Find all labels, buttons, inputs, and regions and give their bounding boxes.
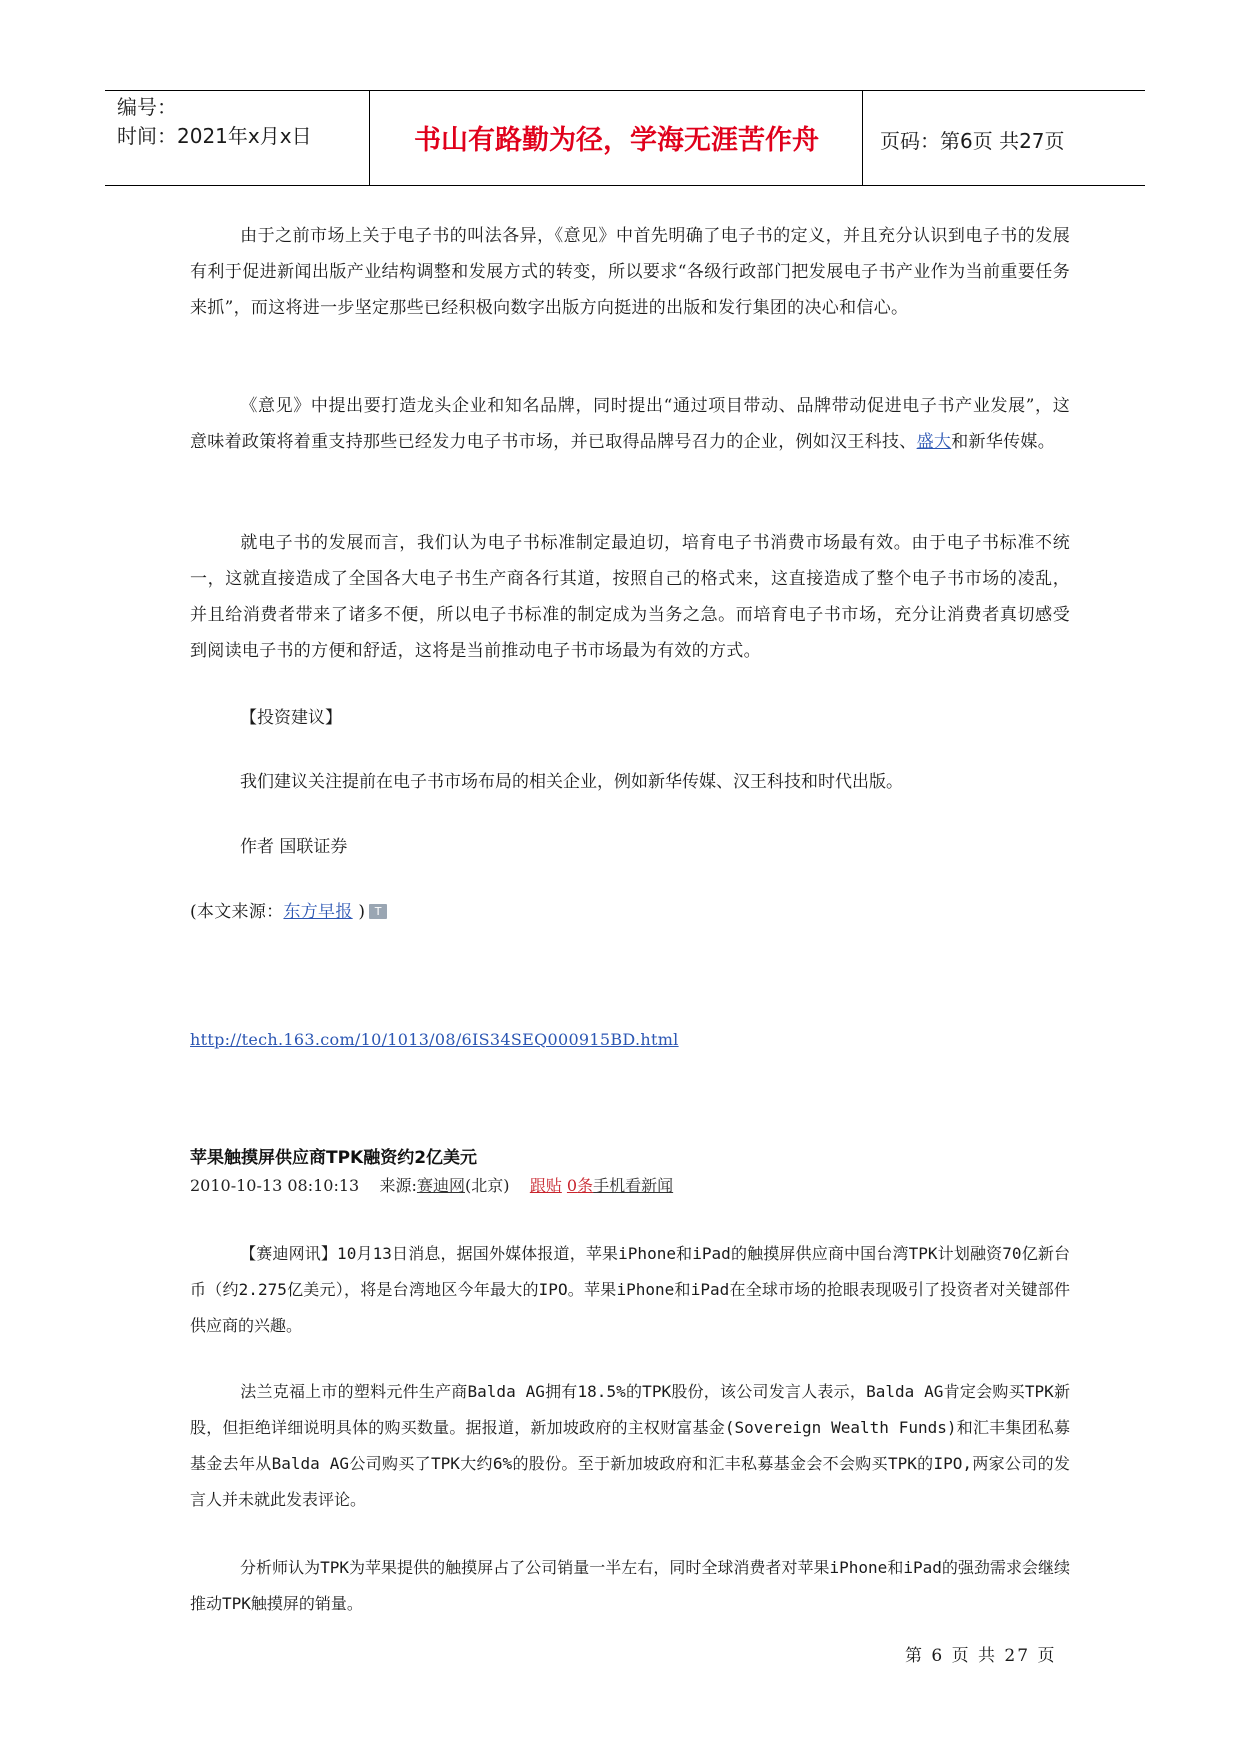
document-header: [105, 90, 1145, 186]
t-icon[interactable]: T: [369, 904, 387, 919]
shanda-link[interactable]: 盛大: [916, 432, 952, 452]
news-meta: [190, 1173, 673, 1196]
author-line: 作者 国联证券: [240, 837, 348, 857]
news-title: 苹果触摸屏供应商TPK融资约2亿美元: [190, 1148, 478, 1168]
saidi-link[interactable]: 赛迪网: [416, 1176, 465, 1195]
paragraph: 《意见》中提出要打造龙头企业和知名品牌，同时提出“通过项目带动、品牌带动促进电子书产业发展”，这意味着政策将着重支持那些已经发力电子书市场，并已取得品牌号召力的企业，例如汉王科技、盛大和新华传媒。: [190, 396, 1070, 452]
footer-page-number: 第 6 页 共 27 页: [905, 1646, 1057, 1666]
header-left-cell: [117, 91, 367, 185]
invest-text: 我们建议关注提前在电子书市场布局的相关企业，例如新华传媒、汉王科技和时代出版。: [240, 772, 903, 792]
source-city: (北京): [464, 1176, 510, 1195]
paragraph: 分析师认为TPK为苹果提供的触摸屏占了公司销量一半左右，同时全球消费者对苹果iPhone和iPad的强劲需求会继续推动TPK触摸屏的销量。: [190, 1558, 1070, 1613]
source-link[interactable]: 东方早报: [283, 902, 353, 922]
header-motto: 书山有路勤为径，学海无涯苦作舟: [414, 125, 819, 156]
paragraph: 【赛迪网讯】10月13日消息，据国外媒体报道，苹果iPhone和iPad的触摸屏供应商中国台湾TPK计划融资70亿新台币（约2.275亿美元），将是台湾地区今年最大的IPO。苹果iPhone和iPad在全球市场的抢眼表现吸引了投资者对关键部件供应商的兴趣。: [190, 1244, 1070, 1335]
comment-count[interactable]: 0: [566, 1176, 578, 1195]
invest-heading: 【投资建议】: [240, 708, 342, 728]
news-date: 2010-10-13 08:10:13: [190, 1176, 360, 1195]
url-line: [190, 1022, 1070, 1058]
header-divider: [369, 91, 370, 185]
paragraph: 法兰克福上市的塑料元件生产商Balda AG拥有18.5%的TPK股份，该公司发言人表示，Balda AG肯定会购买TPK新股，但拒绝详细说明具体的购买数量。据报道，新加坡政府的主权财富基金(Sovereign Wealth Funds)和汇丰集团私募基金去年从Balda AG公司购买了TPK大约6%的股份。至于新加坡政府和汇丰私募基金会不会购买TPK的IPO,两家公司的发言人并未就此发表评论。: [190, 1382, 1070, 1509]
time-label: 时间：2021年x月x日: [117, 124, 312, 148]
code-label: 编号：: [117, 95, 177, 119]
source-label: 来源:: [379, 1176, 417, 1195]
paragraph: 由于之前市场上关于电子书的叫法各异，《意见》中首先明确了电子书的定义，并且充分认识到电子书的发展有利于促进新闻出版产业结构调整和发展方式的转变，所以要求“各级行政部门把发展电子书产业作为当前重要任务来抓”，而这将进一步坚定那些已经积极向数字出版方向挺进的出版和发行集团的决心和信心。: [190, 226, 1070, 318]
header-divider: [862, 91, 863, 185]
article-url-link[interactable]: http://tech.163.com/10/1013/08/6IS34SEQ000915BD.html: [190, 1030, 679, 1049]
paragraph: 就电子书的发展而言，我们认为电子书标准制定最迫切，培育电子书消费市场最有效。由于电子书标准不统一，这就直接造成了全国各大电子书生产商各行其道，按照自己的格式来，这直接造成了整个电子书市场的凌乱，并且给消费者带来了诸多不便，所以电子书标准的制定成为当务之急。而培育电子书市场，充分让消费者真切感受到阅读电子书的方便和舒适，这将是当前推动电子书市场最为有效的方式。: [190, 533, 1070, 661]
comment-unit[interactable]: 条: [577, 1176, 594, 1195]
comment-link[interactable]: 跟贴: [529, 1176, 562, 1195]
header-page-number: 页码：第6页 共27页: [880, 129, 1065, 153]
mobile-news-link[interactable]: 手机看新闻: [593, 1176, 674, 1195]
source-line: (本文来源：东方早报 ) T: [190, 894, 1070, 930]
